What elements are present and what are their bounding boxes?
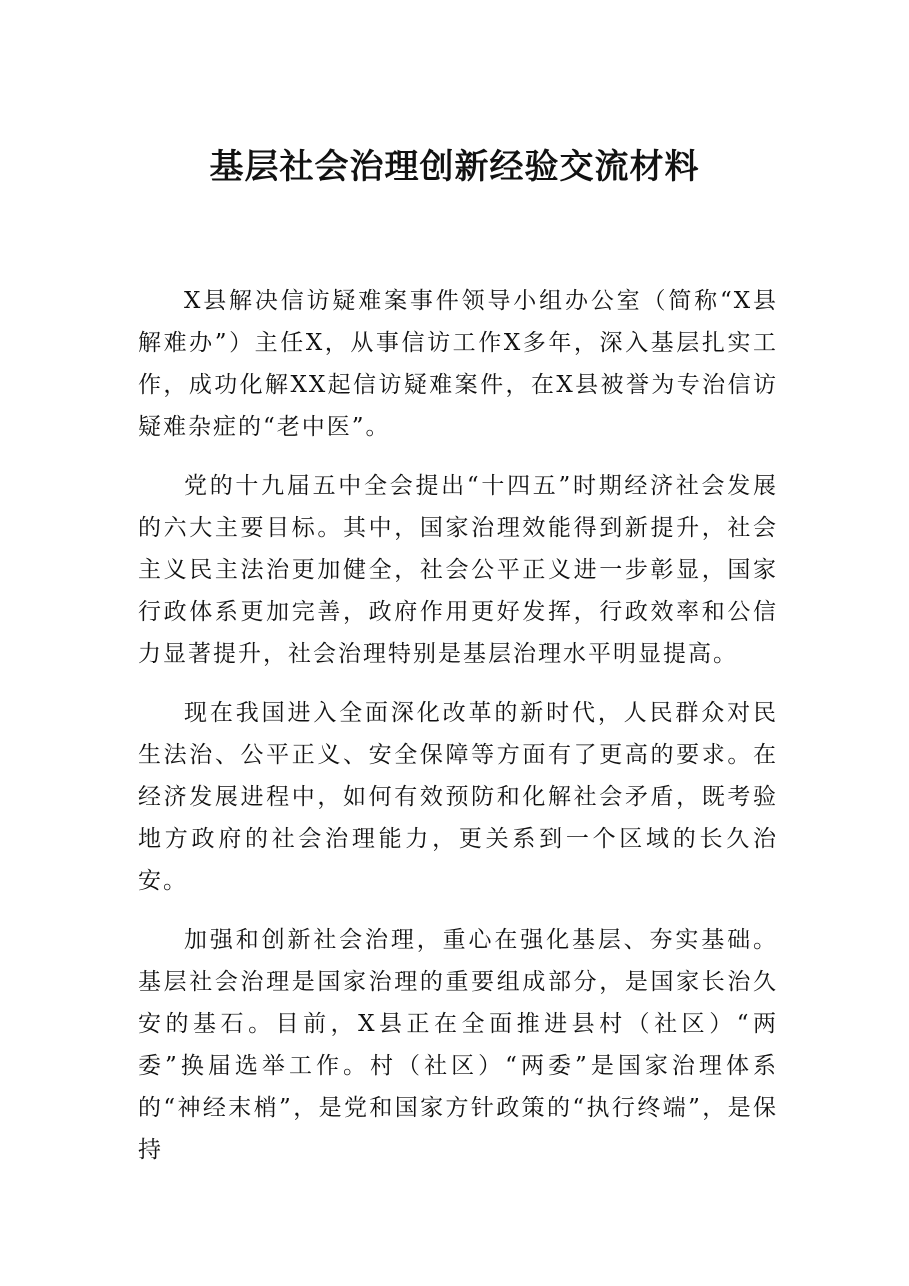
document-body xyxy=(138,280,778,1188)
paragraph-2: 党的十九届五中全会提出“十四五”时期经济社会发展的六大主要目标。其中，国家治理效能得到新提升，社会主义民主法治更加健全，社会公平正义进一步彰显，国家行政体系更加完善，政府作用更好发挥，行政效率和公信力显著提升，社会治理特别是基层治理水平明显提高。 xyxy=(138,473,778,667)
paragraph-1: X县解决信访疑难案事件领导小组办公室（简称“X县解难办”）主任X，从事信访工作X多年，深入基层扎实工作，成功化解XX起信访疑难案件，在X县被誉为专治信访疑难杂症的“老中医”。 xyxy=(138,288,778,440)
paragraph-3: 现在我国进入全面深化改革的新时代，人民群众对民生法治、公平正义、安全保障等方面有了更高的要求。在经济发展进程中，如何有效预防和化解社会矛盾，既考验地方政府的社会治理能力，更关系到一个区域的长久治安。 xyxy=(138,700,778,894)
document-title: 基层社会治理创新经验交流材料 xyxy=(209,147,700,187)
paragraph-4: 加强和创新社会治理，重心在强化基层、夯实基础。基层社会治理是国家治理的重要组成部分，是国家长治久安的基石。目前，X县正在全面推进县村（社区）“两委”换届选举工作。村（社区）“两委”是国家治理体系的“神经末梢”，是党和国家方针政策的“执行终端”，是保持 xyxy=(138,927,778,1163)
